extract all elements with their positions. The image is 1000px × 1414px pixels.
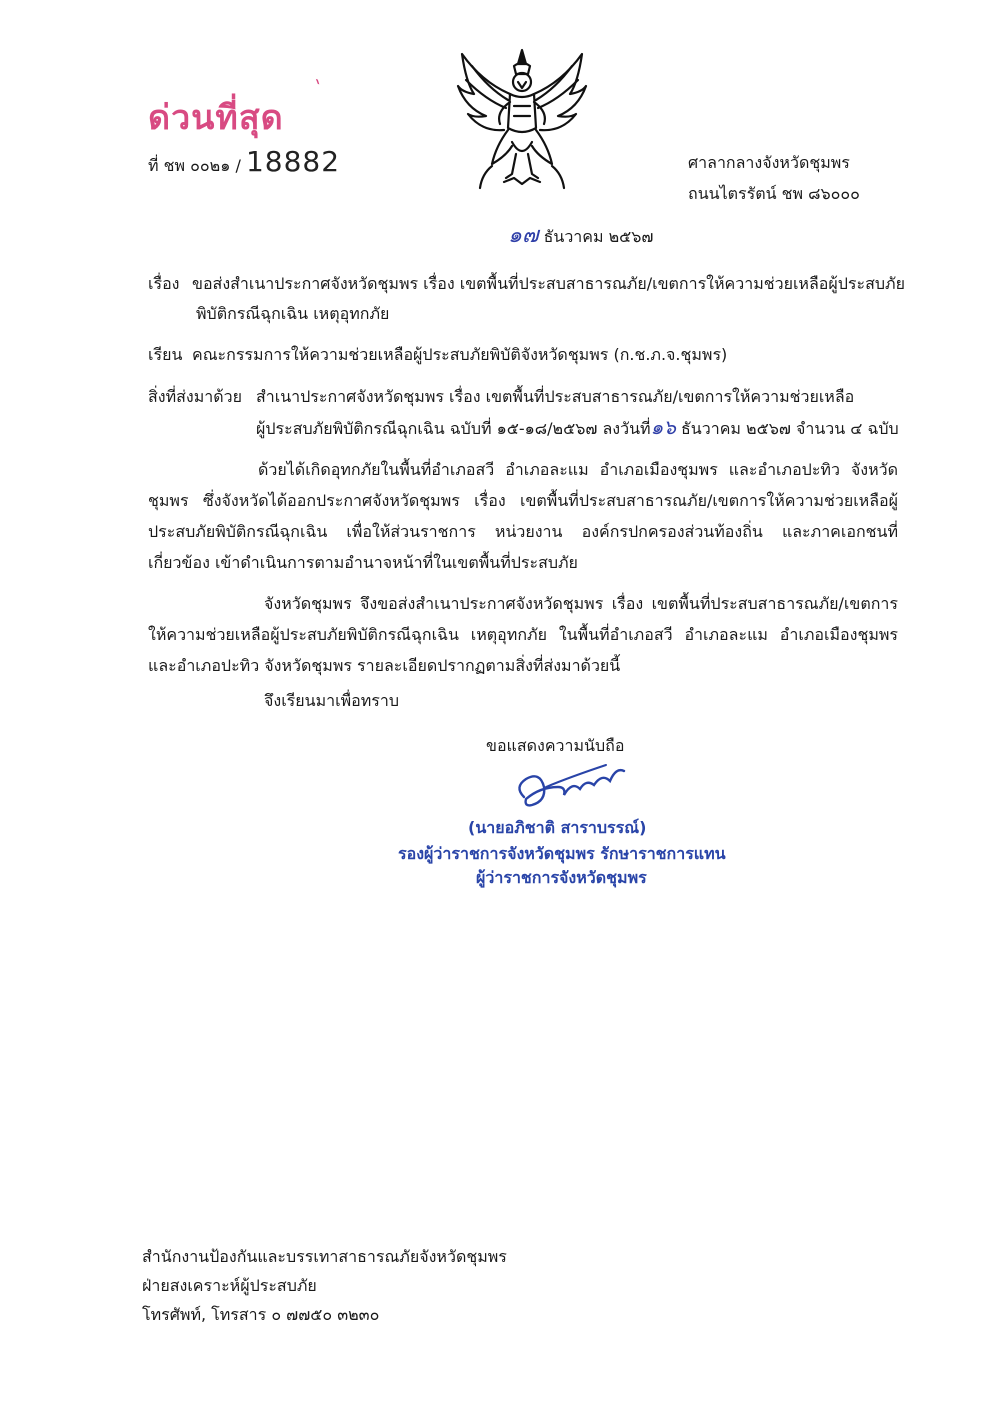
signatory-title-line1: รองผู้ว่าราชการจังหวัดชุมพร รักษาราชการแทน bbox=[398, 844, 726, 863]
date-month-year: ธันวาคม ๒๕๖๗ bbox=[543, 227, 654, 246]
footer-phone: โทรศัพท์, โทรสาร ๐ ๗๗๕๐ ๓๒๓๐ bbox=[142, 1305, 380, 1324]
subject-line1: ขอส่งสำเนาประกาศจังหวัดชุมพร เรื่อง เขตพื้นที่ประสบสาธารณภัย/เขตการให้ความช่วยเหลือผู้ประสบภัย bbox=[192, 274, 905, 293]
signatory-name: (นายอภิชาติ สาราบรรณ์) bbox=[468, 818, 647, 837]
enclosure-date-handwritten: ๑๖ bbox=[650, 415, 676, 439]
subject-line2: พิบัติกรณีฉุกเฉิน เหตุอุทกภัย bbox=[196, 304, 390, 323]
enclosure-label: สิ่งที่ส่งมาด้วย bbox=[148, 387, 242, 406]
garuda-emblem-icon bbox=[452, 42, 592, 197]
body-paragraph-2: จังหวัดชุมพร จึงขอส่งสำเนาประกาศจังหวัดชุมพร เรื่อง เขตพื้นที่ประสบสาธารณภัย/เขตการให้ความช่วยเหลือผู้ประสบภัยพิบัติกรณีฉุกเฉิน เหตุอุทกภัย ในพื้นที่อำเภอสวี อำเภอละแม อำเภอเมืองชุมพร และอำเภอปะทิว จังหวัดชุมพร รายละเอียดปรากฏตามสิ่งที่ส่งมาด้วยนี้ bbox=[148, 594, 898, 675]
document-number-handwritten: 18882 bbox=[245, 145, 341, 178]
enclosure-line1: สำเนาประกาศจังหวัดชุมพร เรื่อง เขตพื้นที่ประสบสาธารณภัย/เขตการให้ความช่วยเหลือ bbox=[256, 387, 855, 406]
closing-line: จึงเรียนมาเพื่อทราบ bbox=[264, 691, 399, 710]
sender-address-line2: ถนนไตรรัตน์ ชพ ๘๖๐๐๐ bbox=[688, 184, 860, 203]
document-number bbox=[148, 145, 341, 178]
footer-division: ฝ่ายสงเคราะห์ผู้ประสบภัย bbox=[142, 1276, 317, 1295]
salutation: ขอแสดงความนับถือ bbox=[486, 736, 625, 755]
document-number-prefix: ที่ ชพ ๐๐๒๑ / bbox=[148, 156, 241, 175]
signatory-title-line2: ผู้ว่าราชการจังหวัดชุมพร bbox=[476, 868, 647, 887]
enclosure-line2-end: ธันวาคม ๒๕๖๗ จำนวน ๔ ฉบับ bbox=[681, 419, 899, 438]
document-date bbox=[508, 225, 653, 248]
handwritten-signature bbox=[510, 757, 630, 815]
date-day-handwritten: ๑๗ bbox=[508, 223, 539, 248]
enclosure-line2 bbox=[256, 416, 899, 440]
urgency-stamp-mark: ˋ bbox=[306, 76, 325, 105]
recipient-text: คณะกรรมการให้ความช่วยเหลือผู้ประสบภัยพิบัติจังหวัดชุมพร (ก.ช.ภ.จ.ชุมพร) bbox=[192, 345, 728, 364]
signature-block bbox=[390, 735, 790, 895]
enclosure-line2-start: ผู้ประสบภัยพิบัติกรณีฉุกเฉิน ฉบับที่ ๑๕-๑๘/๒๕๖๗ ลงวันที่ bbox=[256, 419, 651, 438]
recipient-label: เรียน bbox=[148, 345, 183, 364]
footer-office: สำนักงานป้องกันและบรรเทาสาธารณภัยจังหวัดชุมพร bbox=[142, 1247, 507, 1266]
sender-address-line1: ศาลากลางจังหวัดชุมพร bbox=[688, 153, 850, 172]
body-paragraph-1: ด้วยได้เกิดอุทกภัยในพื้นที่อำเภอสวี อำเภอละแม อำเภอเมืองชุมพร และอำเภอปะทิว จังหวัดชุมพร ซึ่งจังหวัดได้ออกประกาศจังหวัดชุมพร เรื่อง เขตพื้นที่ประสบสาธารณภัย/เขตการให้ความช่วยเหลือผู้ประสบภัยพิบัติกรณีฉุกเฉิน เพื่อให้ส่วนราชการ หน่วยงาน องค์กรปกครองส่วนท้องถิ่น และภาคเอกชนที่เกี่ยวข้อง เข้าดำเนินการตามอำนาจหน้าที่ในเขตพื้นที่ประสบภัย bbox=[148, 460, 898, 572]
subject-label: เรื่อง bbox=[148, 274, 180, 293]
urgency-stamp: ด่วนที่สุด bbox=[148, 98, 284, 138]
